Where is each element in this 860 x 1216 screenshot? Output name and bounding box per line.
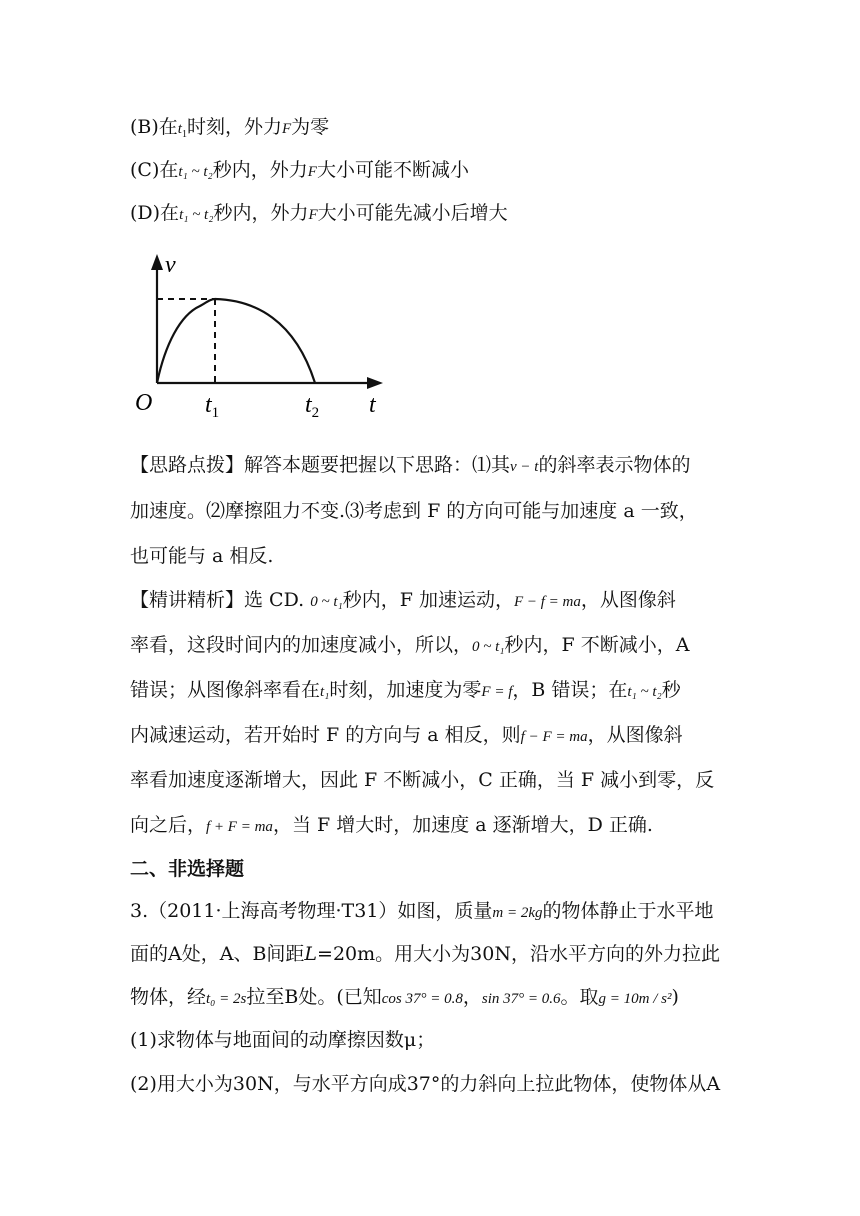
q3-line-2-var: L	[304, 943, 318, 965]
q3-line-3-math-2: cos 37° = 0.8	[381, 991, 463, 1007]
q3-line-1-a: 3.（2011·上海高考物理·T31）如图，质量	[130, 900, 493, 922]
analysis-line-1-math-2: F − f = ma	[513, 594, 581, 610]
hint-line-1-math: v − t	[510, 459, 539, 475]
option-d-math: t₁ ~ t₂	[179, 207, 214, 223]
t2-label	[305, 392, 319, 420]
analysis-line-1-a: 【精讲精析】选 CD.	[130, 589, 305, 611]
q3-line-3-e: )	[671, 986, 679, 1008]
q3-line-2	[130, 939, 720, 969]
t2-label-var: t	[305, 392, 312, 418]
option-d-math2: F	[308, 207, 318, 223]
analysis-line-2	[130, 630, 689, 662]
option-c-math2: F	[307, 164, 317, 180]
option-d-mid: 秒内，外力	[213, 202, 309, 224]
q3-line-2-b: =20m。用大小为30N，沿水平方向的外力拉此	[317, 943, 720, 965]
q3-line-3-c: ，	[462, 986, 482, 1008]
analysis-line-3-math-2: F = f	[481, 684, 513, 700]
option-d	[130, 198, 508, 230]
analysis-line-3-math-3: t₁ ~ t₂	[627, 684, 662, 700]
analysis-line-5: 率看加速度逐渐增大，因此 F 不断减小，C 正确，当 F 减小到零，反	[130, 769, 715, 791]
option-c	[130, 155, 469, 187]
analysis-line-3-a: 错误；从图像斜率看在	[130, 679, 321, 701]
q3-line-1	[130, 896, 714, 928]
q3-line-3-d: 。取	[560, 986, 599, 1008]
option-c-prefix: (C)在	[130, 159, 179, 181]
t1-label-sub: 1	[211, 405, 220, 420]
analysis-line-3-d: 秒	[661, 679, 681, 701]
analysis-line-4-b: ，从图像斜	[587, 724, 683, 746]
analysis-line-2-a: 率看，这段时间内的加速度减小，所以，	[130, 634, 473, 656]
option-c-math: t₁ ~ t₂	[178, 164, 213, 180]
origin-label: O	[135, 390, 153, 416]
q3-line-3-math-1: t₀ = 2s	[206, 991, 247, 1007]
analysis-line-1-math-1: 0 ~ t₁	[310, 594, 343, 610]
analysis-line-3-math-1: t₁	[320, 684, 330, 700]
vt-graph	[125, 250, 395, 420]
analysis-line-1-b: 秒内，F 加速运动，	[342, 589, 514, 611]
option-b-math2: F	[281, 121, 292, 137]
y-axis-arrow	[151, 254, 163, 270]
q3-line-1-b: 的物体静止于水平地	[542, 900, 714, 922]
hint-line-1	[130, 450, 690, 482]
y-axis-label: v	[165, 252, 176, 278]
analysis-line-2-b: 秒内，F 不断减小，A	[504, 634, 690, 656]
hint-line-1-a: 【思路点拨】解答本题要把握以下思路：⑴其	[130, 454, 511, 476]
q3-line-1-math: m = 2kg	[492, 905, 543, 921]
hint-line-1-b: 的斜率表示物体的	[538, 454, 691, 476]
option-b-math-sub: 1	[181, 129, 187, 140]
q3-line-3-math-3: sin 37° = 0.6	[481, 991, 561, 1007]
option-d-prefix: (D)在	[130, 202, 180, 224]
analysis-line-6-a: 向之后，	[130, 814, 207, 836]
option-b-math-var: t	[177, 121, 182, 137]
velocity-curve	[157, 299, 315, 383]
analysis-line-6-b: ，当 F 增大时，加速度 a 逐渐增大，D 正确.	[272, 814, 653, 836]
q3-line-3	[130, 982, 679, 1014]
analysis-line-4-math: f − F = ma	[520, 729, 588, 745]
option-b-math	[177, 121, 187, 140]
q3-line-2-a: 面的A处，A、B间距	[130, 943, 305, 965]
section-title: 二、非选择题	[130, 858, 245, 880]
q3-line-3-a: 物体，经	[130, 986, 207, 1008]
option-b-suffix: 为零	[291, 116, 330, 138]
analysis-line-4	[130, 720, 683, 752]
analysis-line-2-math: 0 ~ t₁	[472, 639, 505, 655]
analysis-line-1-c: ，从图像斜	[580, 589, 676, 611]
option-d-suffix: 大小可能先减小后增大	[317, 202, 508, 224]
hint-line-2: 加速度。⑵摩擦阻力不变.⑶考虑到 F 的方向可能与加速度 a 一致，	[130, 500, 698, 522]
analysis-line-3-c: ，B 错误；在	[512, 679, 628, 701]
analysis-line-3	[130, 675, 681, 707]
q3-line-3-b: 拉至B处。(已知	[246, 986, 382, 1008]
x-axis-label: t	[369, 392, 376, 418]
analysis-line-6	[130, 810, 653, 842]
analysis-line-3-b: 时刻，加速度为零	[329, 679, 482, 701]
q3-line-4: (1)求物体与地面间的动摩擦因数μ；	[130, 1029, 436, 1051]
option-b-prefix: (B)在	[130, 116, 178, 138]
analysis-line-1	[130, 585, 676, 617]
t2-label-sub: 2	[311, 405, 320, 420]
option-b-mid: 时刻，外力	[186, 116, 282, 138]
hint-line-3: 也可能与 a 相反.	[130, 545, 274, 567]
x-axis-arrow	[367, 377, 383, 389]
t1-label-var: t	[205, 392, 212, 418]
option-c-mid: 秒内，外力	[212, 159, 308, 181]
q3-line-5: (2)用大小为30N，与水平方向成37°的力斜向上拉此物体，使物体从A	[130, 1073, 721, 1095]
option-b	[130, 112, 329, 150]
t1-label	[205, 392, 219, 420]
analysis-line-4-a: 内减速运动，若开始时 F 的方向与 a 相反，则	[130, 724, 521, 746]
option-c-suffix: 大小可能不断减小	[316, 159, 469, 181]
analysis-line-6-math: f + F = ma	[206, 819, 273, 835]
q3-line-3-math-4: g = 10m / s²	[598, 991, 672, 1007]
